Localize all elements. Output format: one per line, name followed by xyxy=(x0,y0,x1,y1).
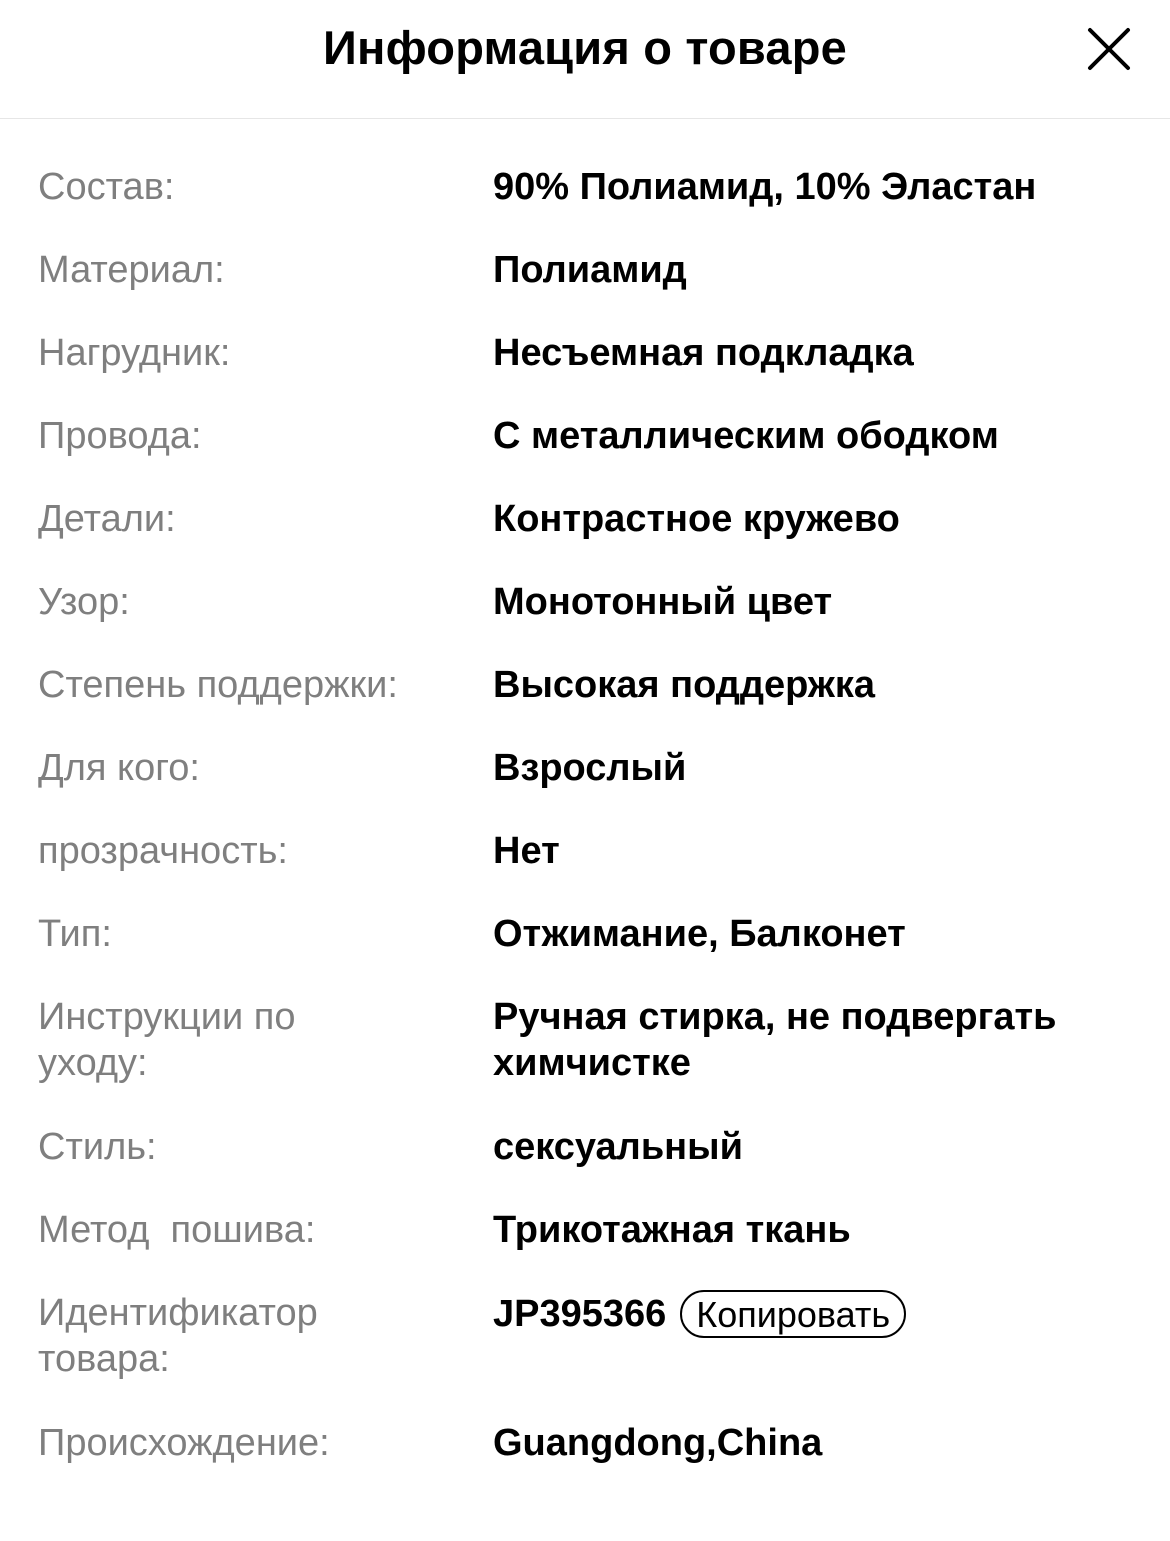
modal-header xyxy=(0,0,1170,119)
attribute-label: Степень поддержки: xyxy=(38,664,398,706)
close-icon xyxy=(1084,24,1134,74)
attribute-label: прозрачность: xyxy=(38,830,288,872)
attribute-label: Тип: xyxy=(38,913,112,955)
attribute-value: Взрослый xyxy=(493,747,687,789)
page-title: Информация о товаре xyxy=(323,21,847,74)
attribute-label: Происхождение: xyxy=(38,1422,330,1464)
attribute-label: Для кого: xyxy=(38,747,200,789)
product-id-group xyxy=(493,1290,1133,1338)
attribute-value: Контрастное кружево xyxy=(493,498,900,540)
attribute-value: сексуальный xyxy=(493,1126,743,1168)
attribute-value: Ручная стирка, не подвергать химчистке xyxy=(493,996,1057,1084)
attribute-label: Инструкции по уходу: xyxy=(38,996,296,1084)
attribute-label: Нагрудник: xyxy=(38,332,231,374)
attribute-value: Нет xyxy=(493,830,560,872)
attribute-value: Несъемная подкладка xyxy=(493,332,914,374)
attribute-label: Стиль: xyxy=(38,1126,157,1168)
copy-button[interactable]: Копировать xyxy=(680,1290,906,1338)
attribute-label: Узор: xyxy=(38,581,130,623)
attribute-value: 90% Полиамид, 10% Эластан xyxy=(493,166,1037,208)
attribute-label: Провода: xyxy=(38,415,202,457)
attribute-label: Детали: xyxy=(38,498,176,540)
close-button[interactable] xyxy=(1084,24,1134,74)
attribute-label: Состав: xyxy=(38,166,175,208)
attribute-value: С металлическим ободком xyxy=(493,415,999,457)
attribute-value: Отжимание, Балконет xyxy=(493,913,906,955)
attribute-value: Высокая поддержка xyxy=(493,664,875,706)
attribute-value: Полиамид xyxy=(493,249,687,291)
attribute-value: Guangdong,China xyxy=(493,1422,823,1464)
attribute-label: Материал: xyxy=(38,249,225,291)
attribute-label: Идентификатор товара: xyxy=(38,1292,318,1380)
product-id-value: JP395366 xyxy=(493,1293,667,1335)
attribute-value: Трикотажная ткань xyxy=(493,1209,851,1251)
attribute-value: Монотонный цвет xyxy=(493,581,833,623)
attribute-label: Метод пошива: xyxy=(38,1209,316,1251)
